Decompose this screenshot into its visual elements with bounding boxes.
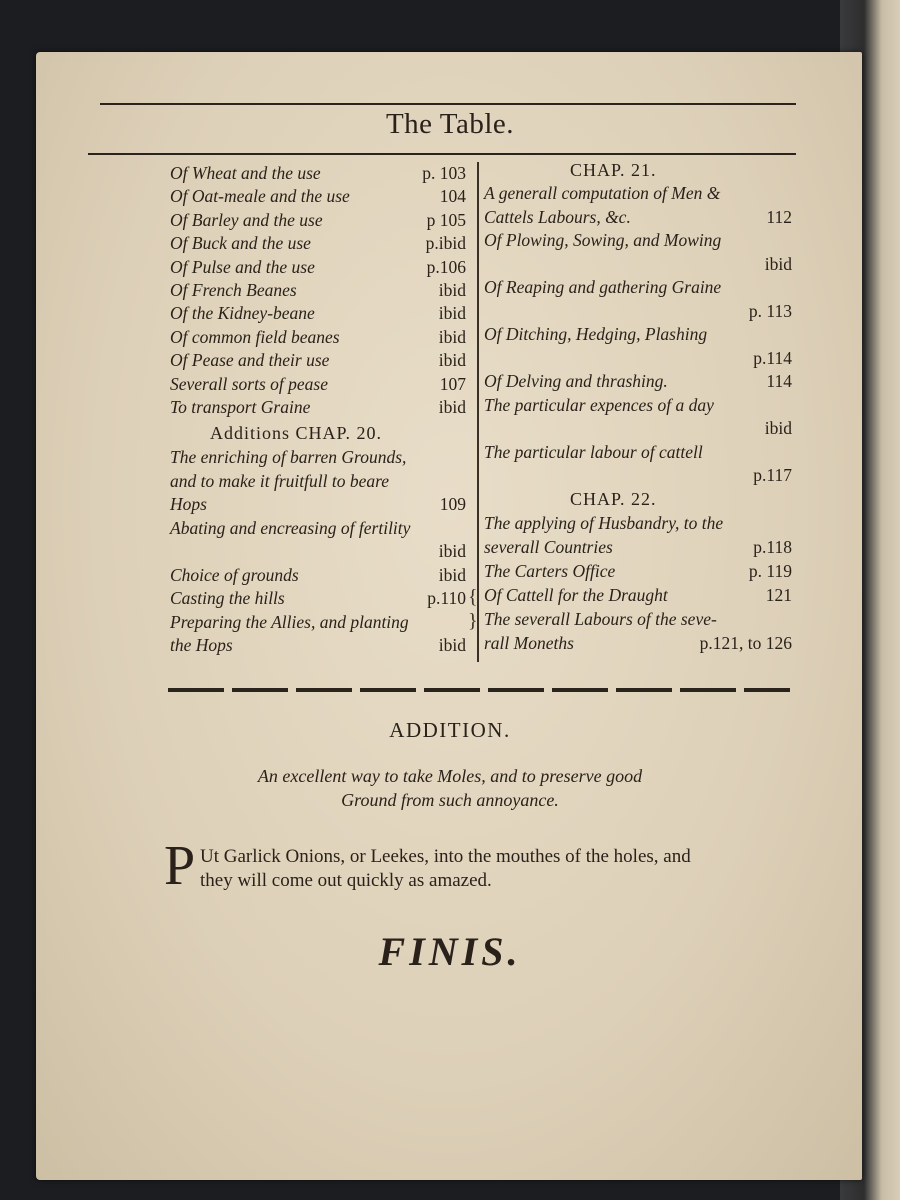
entry-page: ibid — [764, 418, 792, 438]
entry-page: 107 — [439, 373, 466, 394]
table-entry — [484, 561, 792, 583]
entry-label: severall Countries — [484, 537, 613, 557]
entry-label: Of Barley and the use — [170, 209, 323, 230]
entry-page: p.110 — [427, 588, 466, 608]
body-line-1: Ut Garlick Onions, or Leekes, into the mouthes of the holes, and — [200, 846, 691, 867]
entry-label: The severall Labours of the seve- — [484, 609, 717, 629]
entry-label: Cattels Labours, &c. — [484, 206, 631, 227]
table-entry — [170, 257, 466, 279]
entry-label: Of Cattell for the Draught — [484, 585, 668, 605]
entry-label: The particular expences of a day — [484, 394, 714, 415]
entry-label: To transport Graine — [170, 397, 311, 417]
table-entry — [170, 635, 466, 657]
chapter-heading: CHAP. 22. — [570, 489, 657, 509]
table-entry — [484, 633, 792, 655]
table-entry — [484, 465, 792, 487]
entry-page: 109 — [439, 494, 466, 514]
entry-label: Of Reaping and gathering Graine — [484, 277, 722, 297]
entry-page: p.114 — [753, 347, 792, 368]
entry-page: ibid — [438, 564, 466, 585]
entry-label: Of Plowing, Sowing, and Mowing — [484, 230, 722, 250]
entry-label: Of Delving and thrashing. — [484, 371, 668, 391]
entry-label: Of Wheat and the use — [170, 163, 321, 183]
entry-label: The Carters Office — [484, 561, 616, 581]
table-entry — [484, 230, 792, 252]
entry-label: the Hops — [170, 635, 233, 655]
table-entry — [484, 585, 792, 607]
entry-page: ibid — [438, 350, 466, 371]
table-entry — [484, 301, 792, 323]
section-rule — [168, 688, 790, 692]
entry-page: p.118 — [753, 537, 792, 557]
table-entry — [170, 471, 466, 493]
table-entry — [484, 537, 792, 559]
finis: FINIS. — [378, 929, 522, 974]
table-entry — [170, 186, 466, 208]
entry-page: 112 — [766, 206, 792, 227]
table-entry — [170, 447, 466, 469]
entry-label: and to make it fruitfull to beare — [170, 470, 390, 491]
addition-subtitle-2: Ground from such annoyance. — [341, 790, 559, 810]
table-entry — [170, 233, 466, 255]
entry-label: Hops — [170, 494, 207, 514]
table-entry — [170, 588, 466, 610]
brace-mark: { — [468, 586, 478, 608]
table-entry — [484, 277, 792, 299]
entry-label: Of Buck and the use — [170, 233, 311, 254]
entry-page: p. 119 — [748, 561, 792, 581]
chapter-heading: Additions CHAP. 20. — [210, 423, 383, 443]
title-underline — [88, 153, 796, 155]
table-entry — [484, 348, 792, 370]
table-entry — [484, 395, 792, 417]
entry-label: The particular labour of cattell — [484, 441, 703, 462]
table-entry — [484, 418, 792, 440]
entry-label: Of Pulse and the use — [170, 256, 315, 277]
entry-page: 114 — [766, 371, 792, 391]
entry-label: Severall sorts of pease — [170, 373, 328, 394]
entry-page: p. 103 — [422, 163, 466, 183]
table-entry — [170, 612, 466, 634]
drop-cap: P — [164, 835, 196, 897]
entry-label: Of the Kidney-beane — [170, 303, 315, 324]
table-entry — [170, 163, 466, 185]
table-entry — [170, 327, 466, 349]
entry-label: The applying of Husbandry, to the — [484, 513, 724, 533]
page-title: The Table. — [385, 108, 515, 140]
entry-label: Of common field beanes — [170, 326, 340, 347]
entry-label: A generall computation of Men & — [484, 183, 721, 203]
table-entry — [484, 207, 792, 229]
table-entry — [170, 303, 466, 325]
entry-page: ibid — [438, 280, 466, 300]
entry-label: Casting the hills — [170, 588, 285, 608]
entry-label: Choice of grounds — [170, 564, 299, 585]
table-entry — [484, 442, 792, 464]
entry-page: p. 113 — [748, 300, 792, 321]
table-entry — [484, 371, 792, 393]
body-line-2: they will come out quickly as amazed. — [200, 870, 492, 891]
table-entry — [170, 541, 466, 563]
table-entry — [170, 397, 466, 419]
top-rule — [100, 103, 796, 105]
entry-label: Of Oat-meale and the use — [170, 186, 350, 207]
entry-page: ibid — [438, 635, 466, 655]
entry-page: ibid — [438, 541, 466, 561]
table-entry — [484, 609, 792, 631]
entry-page: ibid — [764, 253, 792, 274]
table-entry — [484, 254, 792, 276]
entry-page: p.121, to 126 — [699, 633, 792, 653]
entry-label: Preparing the Allies, and planting — [170, 611, 409, 632]
entry-label: The enriching of barren Grounds, — [170, 447, 407, 467]
chapter-heading: CHAP. 21. — [570, 160, 657, 180]
table-entry — [170, 374, 466, 396]
entry-page: 104 — [439, 186, 466, 207]
table-entry — [170, 350, 466, 372]
table-entry — [170, 280, 466, 302]
table-entry — [484, 183, 792, 205]
table-entry — [170, 494, 466, 516]
entry-page: 121 — [765, 585, 792, 605]
table-entry — [484, 513, 792, 535]
entry-page: ibid — [438, 303, 466, 324]
entry-page: p 105 — [426, 209, 466, 230]
table-entry — [170, 210, 466, 232]
addition-subtitle-1: An excellent way to take Moles, and to preserve good — [257, 766, 643, 786]
table-entry — [484, 324, 792, 346]
entry-label: Of French Beanes — [170, 280, 297, 300]
table-entry — [170, 518, 466, 540]
entry-page: p.ibid — [425, 233, 466, 254]
table-entry — [170, 565, 466, 587]
entry-label: rall Moneths — [484, 633, 574, 653]
entry-label: Of Ditching, Hedging, Plashing — [484, 324, 708, 344]
brace-mark: } — [468, 610, 478, 632]
entry-label: Abating and encreasing of fertility — [170, 517, 411, 538]
entry-label: Of Pease and their use — [170, 350, 330, 371]
entry-page: p.117 — [753, 465, 792, 485]
entry-page: ibid — [438, 326, 466, 347]
entry-page: p.106 — [426, 256, 466, 277]
entry-page: ibid — [438, 397, 466, 417]
addition-heading: ADDITION. — [389, 718, 511, 742]
